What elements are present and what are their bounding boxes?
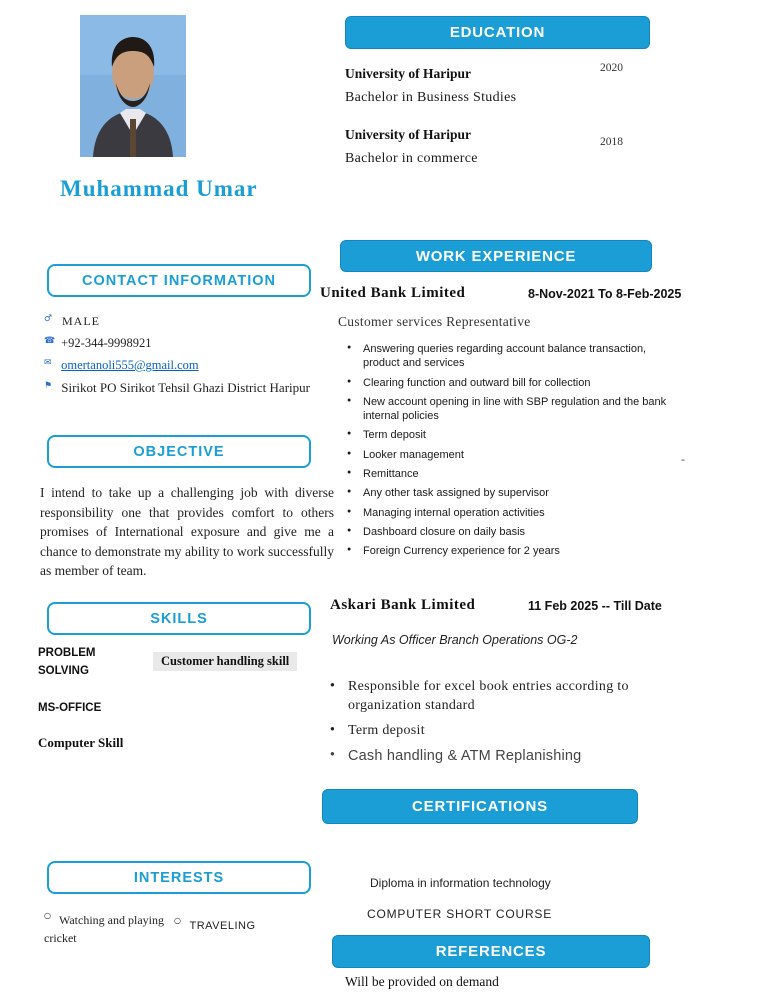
bullet-item: ● Any other task assigned by supervisor	[347, 486, 683, 500]
bullet-item: ● Cash handling & ATM Replanishing	[330, 747, 675, 767]
objective-text: I intend to take up a challenging job with diverse responsibility one that provides comfort to others promises of International exposure and give me a chance to demonstrate my ability to work successfully as member of team.	[40, 485, 334, 579]
job-bullets-askari	[330, 678, 675, 772]
phone-value: +92-344-9998921	[61, 336, 152, 350]
bullet-item: ● Responsible for excel book entries according to organization standard	[330, 678, 675, 716]
contact-row-address	[44, 380, 336, 396]
stray-dash-mark: -	[681, 452, 685, 466]
work-experience-title: WORK EXPERIENCE	[415, 247, 577, 265]
education-title: EDUCATION	[449, 24, 546, 41]
section-header-contact	[47, 264, 311, 297]
job-company-askari: Askari Bank Limited	[330, 597, 476, 613]
bullet-item: ● Clearing function and outward bill for collection	[347, 376, 683, 390]
interest-cricket	[44, 910, 164, 947]
education-entry	[345, 66, 675, 106]
job-bullets-ubl	[347, 342, 683, 564]
section-header-references	[332, 935, 650, 968]
address-value: Sirikot PO Sirikot Tehsil Ghazi District Haripur	[61, 380, 310, 395]
education-school: University of Haripur	[345, 127, 471, 142]
job-role-ubl: Customer services Representative	[338, 314, 531, 329]
job-dates-askari: 11 Feb 2025 -- Till Date	[528, 599, 662, 613]
interests-title: INTERESTS	[133, 869, 225, 886]
bullet-item: ● Managing internal operation activities	[347, 506, 683, 520]
certification-diploma: Diploma in information technology	[370, 876, 551, 890]
bullet-item: ● Remittance	[347, 467, 683, 481]
education-degree: Bachelor in commerce	[345, 151, 478, 166]
interest-traveling	[174, 916, 256, 932]
circle-bullet-icon: ○	[174, 916, 182, 925]
skill-ms-office: MS-OFFICE	[38, 702, 102, 714]
contact-list	[44, 314, 336, 403]
references-text: Will be provided on demand	[345, 974, 499, 989]
education-entry	[345, 127, 675, 167]
certifications-title: CERTIFICATIONS	[412, 798, 548, 815]
gender-value: MALE	[62, 314, 100, 328]
section-header-education	[345, 16, 650, 49]
job-dates-ubl: 8-Nov-2021 To 8-Feb-2025	[528, 287, 682, 301]
bullet-item: ● New account opening in line with SBP regulation and the bank internal policies	[347, 395, 683, 424]
education-year: 2018	[600, 136, 623, 148]
male-icon: ♂	[44, 314, 54, 324]
interest-cricket-label: Watching and playing cricket	[44, 913, 164, 945]
certification-computer-course: COMPUTER SHORT COURSE	[367, 907, 553, 921]
profile-photo-image	[80, 15, 186, 157]
location-icon: ⚑	[44, 381, 53, 391]
profile-photo	[80, 15, 186, 157]
education-year: 2020	[600, 62, 623, 74]
section-header-interests	[47, 861, 311, 894]
skill-customer-handling: Customer handling skill	[153, 652, 297, 671]
contact-title: CONTACT INFORMATION	[81, 272, 277, 289]
bullet-item: ● Dashboard closure on daily basis	[347, 525, 683, 539]
education-degree: Bachelor in Business Studies	[345, 90, 517, 105]
bullet-item: ● Looker management	[347, 448, 683, 462]
section-header-work-experience	[340, 240, 652, 272]
contact-row-gender	[44, 314, 336, 329]
email-icon: ✉	[44, 358, 52, 368]
bullet-item: ● Term deposit	[347, 428, 683, 442]
job-role-askari: Working As Officer Branch Operations OG-2	[332, 633, 578, 647]
email-link[interactable]: omertanoli555@gmail.com	[61, 358, 199, 372]
candidate-name: Muhammad Umar	[60, 176, 258, 201]
skill-problem-solving: PROBLEM SOLVING	[38, 647, 96, 678]
interest-traveling-label: TRAVELING	[189, 920, 256, 932]
job-company-ubl: United Bank Limited	[320, 285, 466, 301]
skill-computer: Computer Skill	[38, 735, 124, 750]
circle-bullet-icon: ○	[44, 911, 51, 920]
phone-icon: ☎	[44, 336, 56, 346]
objective-title: OBJECTIVE	[133, 443, 225, 460]
section-header-objective	[47, 435, 311, 468]
section-header-certifications	[322, 789, 638, 824]
references-title: REFERENCES	[435, 943, 547, 960]
skills-title: SKILLS	[150, 610, 208, 627]
education-school: University of Haripur	[345, 66, 471, 81]
section-header-skills	[47, 602, 311, 635]
bullet-item: ● Term deposit	[330, 722, 675, 741]
contact-row-email	[44, 358, 336, 373]
contact-row-phone	[44, 336, 336, 351]
bullet-item: ● Foreign Currency experience for 2 years	[347, 544, 683, 558]
bullet-item: ● Answering queries regarding account balance transaction, product and services	[347, 342, 683, 371]
